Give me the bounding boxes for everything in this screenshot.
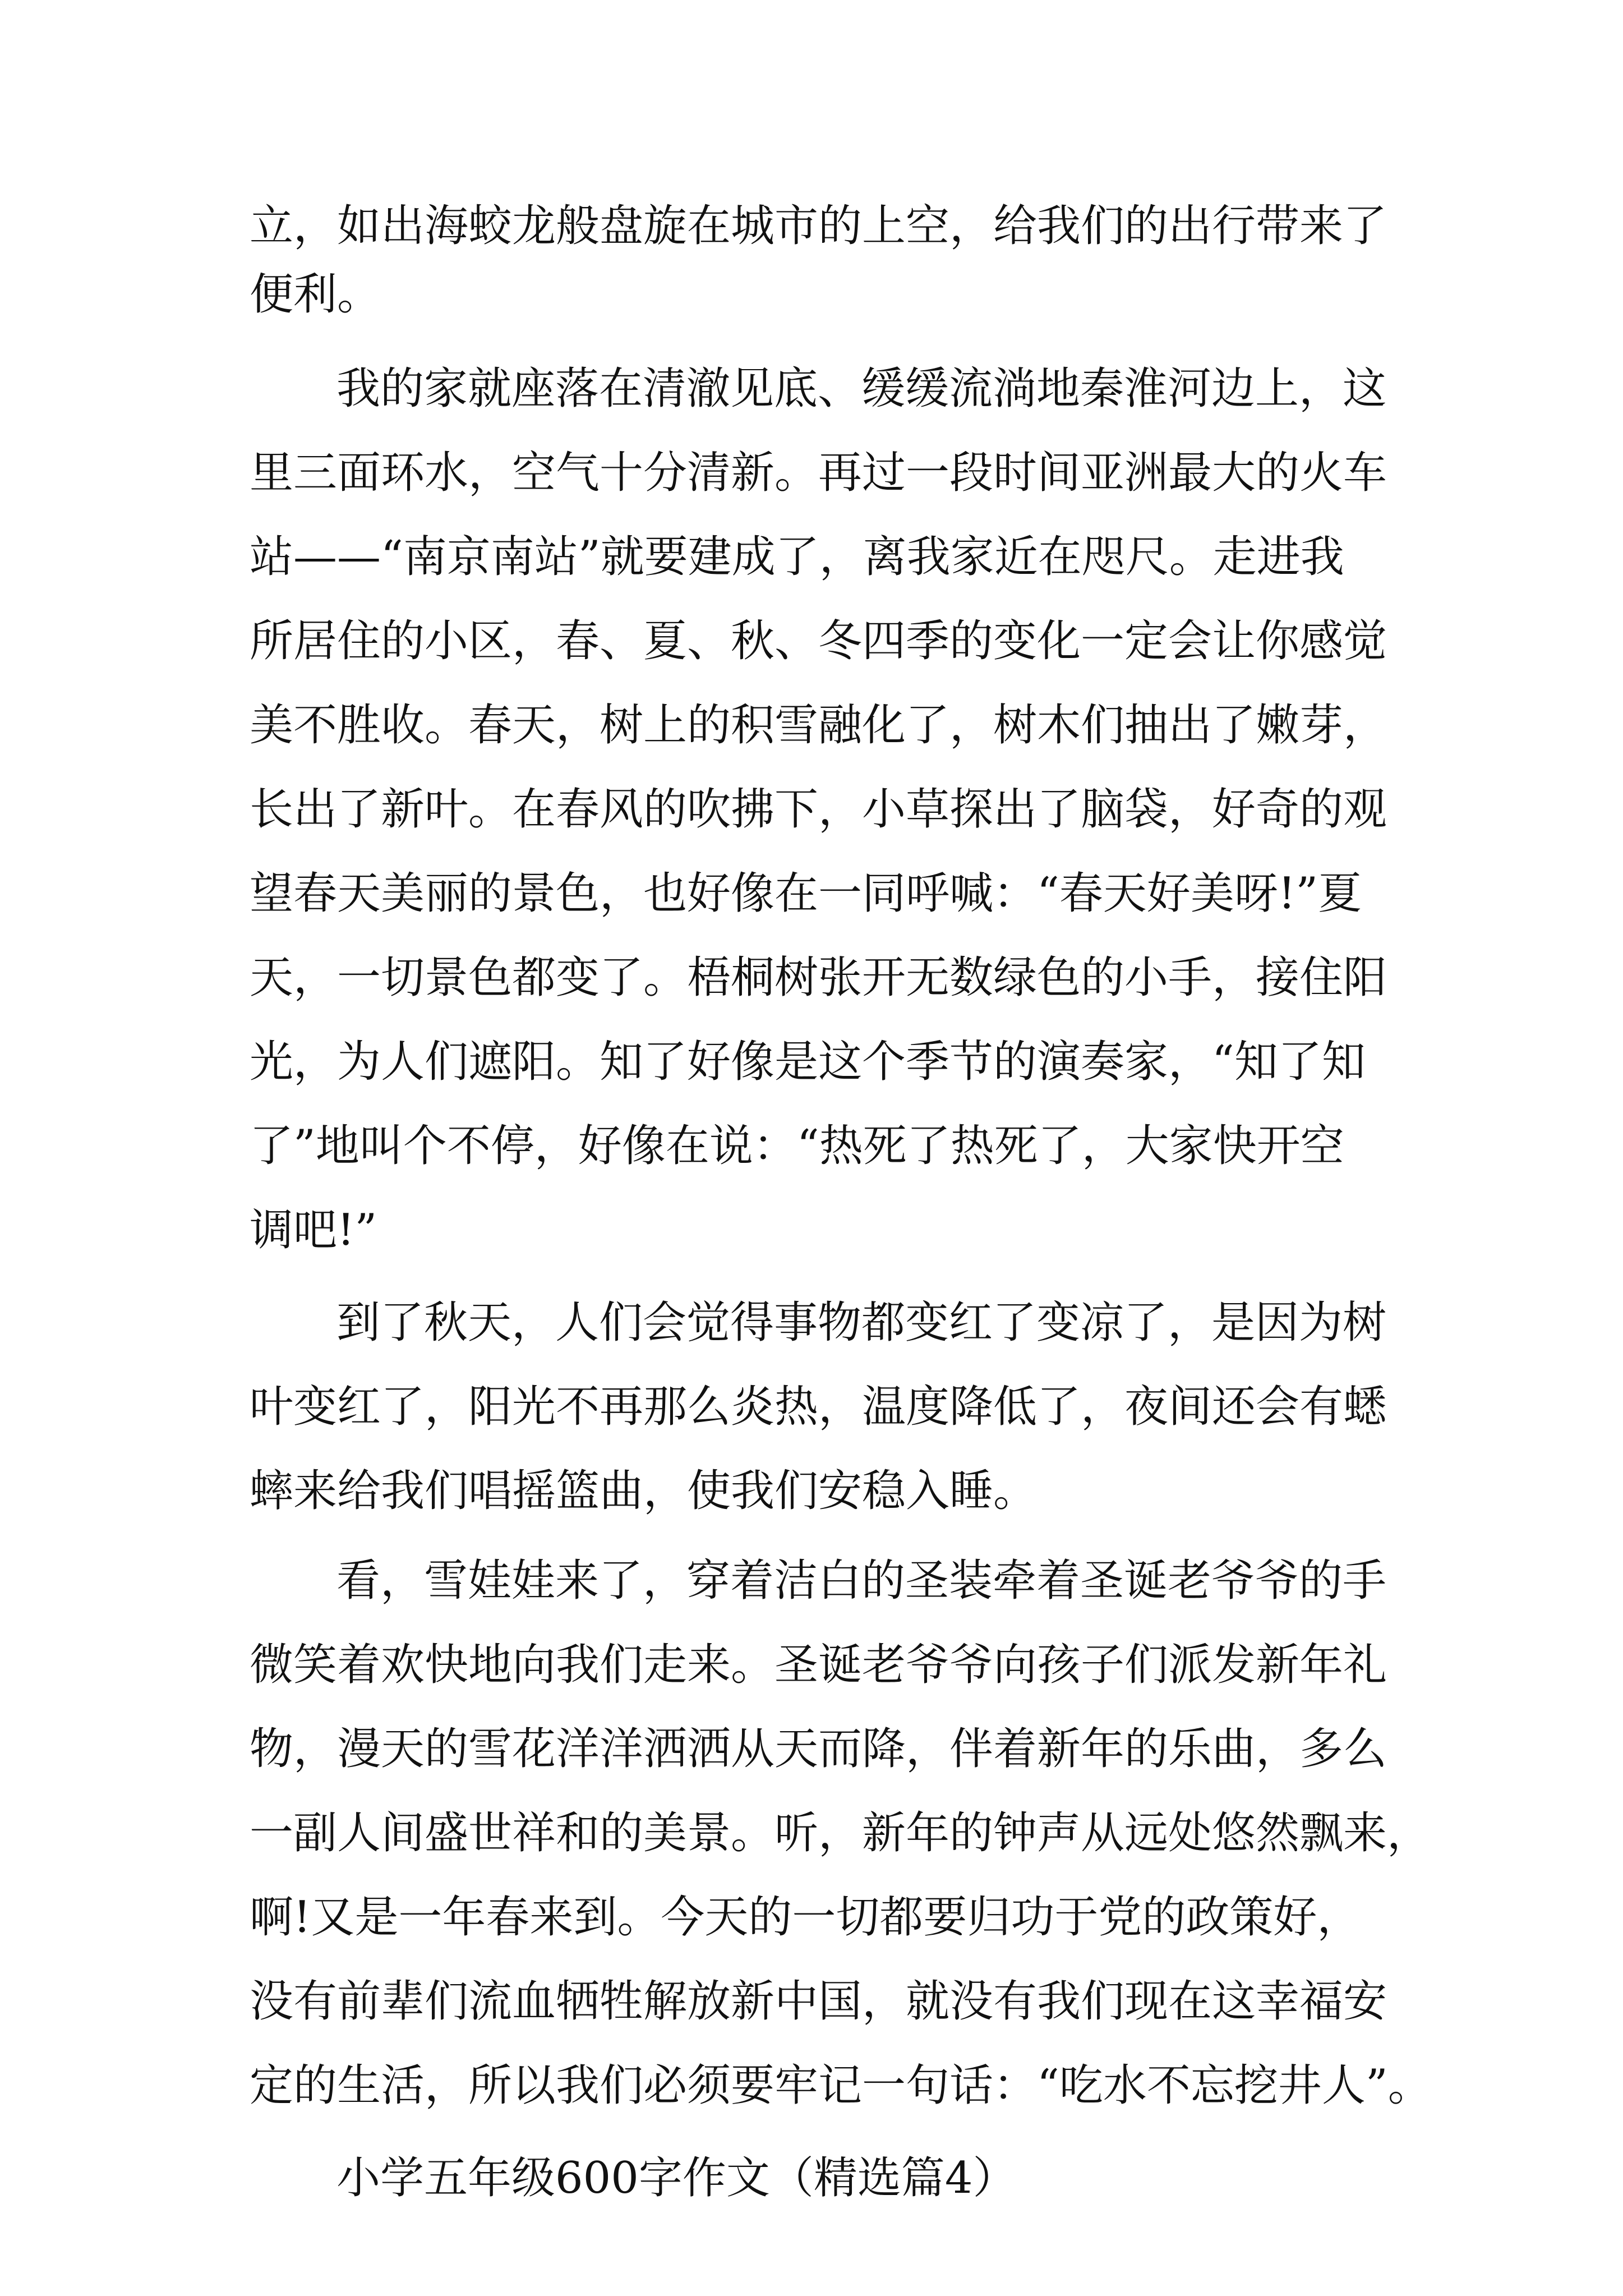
text-line: 叶变红了，阳光不再那么炎热，温度降低了，夜间还会有蟋 (250, 1382, 1387, 1432)
paragraph-start-line: 看，雪娃娃来了，穿着洁白的圣装牵着圣诞老爷爷的手 (336, 1556, 1387, 1606)
text-line: 微笑着欢快地向我们走来。圣诞老爷爷向孩子们派发新年礼 (250, 1640, 1387, 1690)
text-line: 了”地叫个不停，好像在说：“热死了热死了，大家快开空 (250, 1121, 1344, 1171)
text-line: 啊!又是一年春来到。今天的一切都要归功于党的政策好， (250, 1892, 1361, 1943)
text-line: 物，漫天的雪花洋洋洒洒从天而降，伴着新年的乐曲，多么 (250, 1724, 1387, 1774)
text-line: 美不胜收。春天，树上的积雪融化了，树木们抽出了嫩芽， (250, 700, 1387, 751)
text-line: 定的生活，所以我们必须要牢记一句话：“吃水不忘挖井人”。 (250, 2060, 1432, 2111)
text-line: 站——“南京南站”就要建成了，离我家近在咫尺。走进我 (250, 532, 1344, 582)
text-line: 所居住的小区，春、夏、秋、冬四季的变化一定会让你感觉 (250, 616, 1387, 666)
text-line: 望春天美丽的景色，也好像在一同呼喊：“春天好美呀!”夏 (250, 868, 1362, 919)
text-line: 没有前辈们流血牺牲解放新中国，就没有我们现在这幸福安 (250, 1976, 1387, 2027)
text-line: 立，如出海蛟龙般盘旋在城市的上空，给我们的出行带来了 (250, 201, 1387, 251)
text-line: 蟀来给我们唱摇篮曲，使我们安稳入睡。 (250, 1466, 1038, 1516)
text-line: 天，一切景色都变了。梧桐树张开无数绿色的小手，接住阳 (250, 953, 1387, 1003)
text-line: 便利。 (250, 269, 381, 320)
text-line: 里三面环水，空气十分清新。再过一段时间亚洲最大的火车 (250, 448, 1387, 498)
text-line: 一副人间盛世祥和的美景。听，新年的钟声从远处悠然飘来， (250, 1808, 1431, 1858)
paragraph-start-line: 到了秋天，人们会觉得事物都变红了变凉了，是因为树 (336, 1297, 1387, 1348)
text-line: 光，为人们遮阳。知了好像是这个季节的演奏家，“知了知 (250, 1037, 1366, 1087)
text-line: 长出了新叶。在春风的吹拂下，小草探出了脑袋，好奇的观 (250, 784, 1387, 835)
text-line: 调吧!” (250, 1205, 377, 1255)
paragraph-start-line: 我的家就座落在清澈见底、缓缓流淌地秦淮河边上，这 (336, 364, 1387, 414)
section-heading: 小学五年级600字作文（精选篇4） (336, 2153, 1017, 2203)
